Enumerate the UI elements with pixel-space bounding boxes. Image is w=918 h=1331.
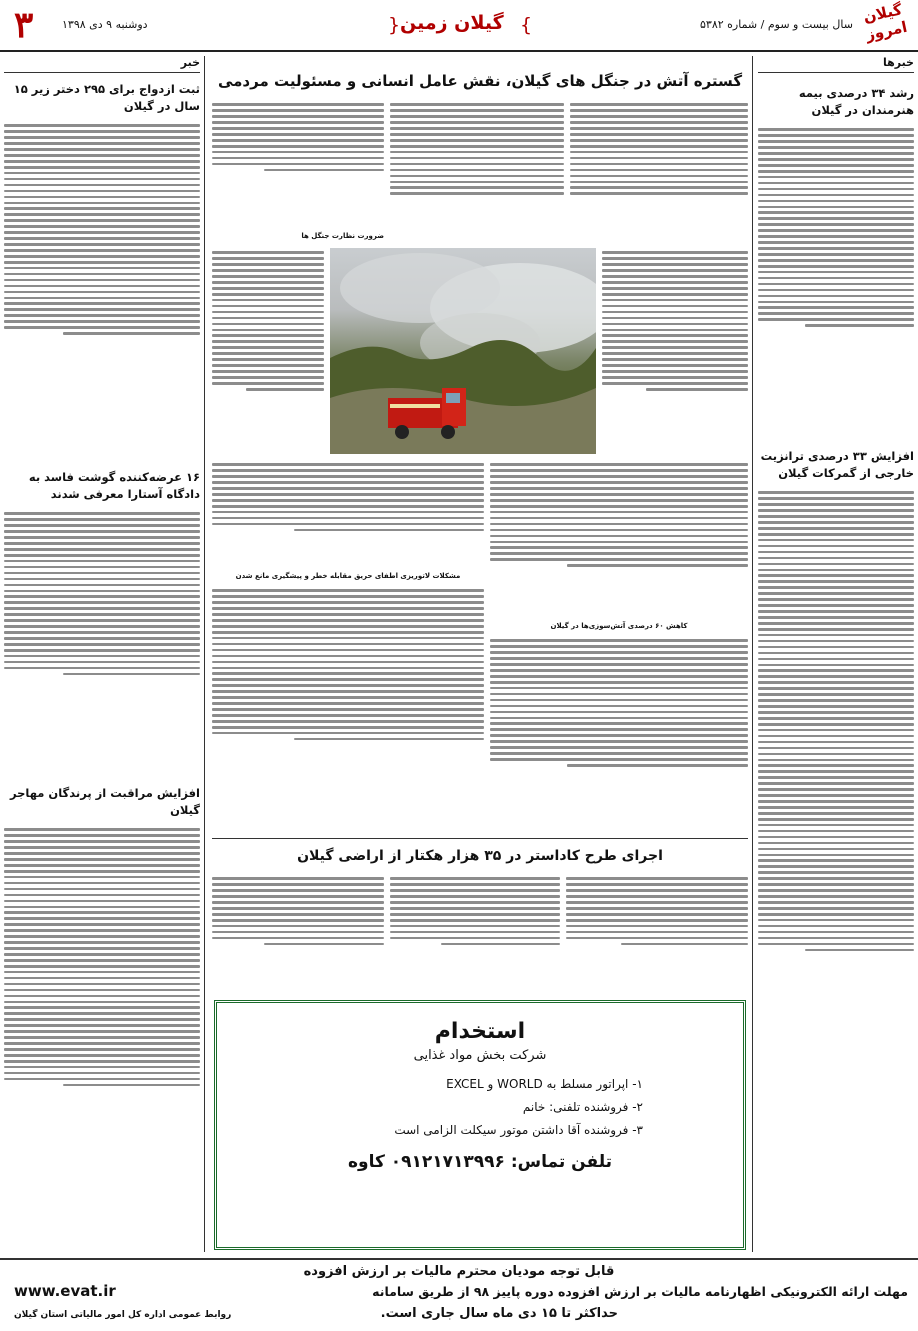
section-title: گیلان زمین [400, 12, 504, 34]
column-divider-right [752, 56, 753, 1252]
column-divider-left [204, 56, 205, 1252]
page-header [0, 0, 918, 50]
ad-item-2: ۲- فروشنده تلفنی: خانم [522, 1100, 643, 1114]
ad-requirements [237, 1073, 643, 1142]
cadastre-body-col2 [390, 874, 560, 984]
story-headline-transit: افزایش ۳۳ درصدی ترانزیت خارجی از گمرکات گیلان [760, 449, 914, 480]
story-headline-birds: افزایش مراقبت از پرندگان مهاجر گیلان [9, 786, 200, 817]
fire-scene-illustration [330, 248, 596, 454]
bracket-left-icon: { [388, 14, 401, 36]
subhead-forest-monitoring: ضرورت نظارت جنگل ها [301, 232, 384, 240]
story-body-marriage [4, 121, 200, 461]
cadastre-headline: اجرای طرح کاداستر در ۳۵ هزار هکتار از اراضی گیلان [297, 848, 663, 864]
left-column-label: خبر [4, 56, 200, 73]
story-headline-marriage: ثبت ازدواج برای ۲۹۵ دختر زیر ۱۵ سال در گیلان [13, 82, 200, 113]
main-story-body-b [490, 636, 748, 836]
notice-line-1: قابل توجه مودیان محترم مالیات بر ارزش افزوده [303, 1264, 615, 1279]
notice-signature: روابط عمومی اداره کل امور مالیاتی استان گیلان [14, 1310, 232, 1320]
story-body-spoiled-meat [4, 509, 200, 777]
main-story-col1 [570, 100, 748, 248]
job-advertisement [214, 1000, 746, 1250]
ad-item-1: ۱- اپراتور مسلط به WORLD و EXCEL [446, 1077, 643, 1091]
main-story-col3 [212, 100, 384, 224]
story-body-insurance [758, 125, 914, 440]
ad-contact-phone: تلفن تماس: ۰۹۱۲۱۷۱۳۹۹۶ کاوه [347, 1152, 613, 1172]
notice-line-3: حداکثر تا ۱۵ دی ماه سال جاری است. [380, 1306, 618, 1321]
left-column [4, 56, 200, 1252]
issue-number: سال بیست و سوم / شماره ۵۳۸۲ [700, 18, 853, 31]
notice-website-link[interactable]: www.evat.ir [14, 1282, 116, 1300]
cadastre-body-col1 [566, 874, 748, 984]
right-column-label: خبرها [758, 56, 914, 73]
story-body-birds [4, 825, 200, 1255]
story-headline-spoiled-meat: ۱۶ عرضه‌کننده گوشت فاسد به دادگاه آستارا معرفی شدند [28, 470, 200, 501]
ad-item-3: ۳- فروشنده آقا داشتن موتور سیکلت الزامی است [394, 1123, 643, 1137]
tax-notice-banner [0, 1258, 918, 1331]
ad-title: استخدام [434, 1019, 526, 1044]
notice-line-2: مهلت ارائه الکترونیکی اظهارنامه مالیات بر ارزش افزوده دوره پاییز ۹۸ از طریق سامانه [372, 1284, 908, 1299]
main-story-col2 [390, 100, 564, 248]
bracket-right-icon: } [520, 14, 533, 36]
fire-truck-forest-fire-photo [330, 248, 596, 454]
main-headline: گستره آتش در جنگل های گیلان، نقش عامل انسانی و مسئولیت مردمی [217, 72, 743, 90]
page-number: ۳ [14, 4, 34, 46]
subhead-reduction: کاهش ۶۰ درصدی آتش‌سوزی‌ها در گیلان [550, 622, 688, 630]
main-story-col1-cont [602, 248, 748, 454]
subhead-equipment: مشکلات لاتوریزی اطفای حریق مقابله خطر و پیشگیری مانع شدن [235, 572, 461, 580]
main-story-body-d [212, 586, 484, 836]
main-story-col3-cont [212, 248, 324, 454]
center-divider [212, 838, 748, 839]
newspaper-logo: گیلان امروز [861, 0, 909, 44]
issue-date: دوشنبه ۹ دی ۱۳۹۸ [62, 18, 148, 31]
story-body-transit [758, 488, 914, 1248]
right-column [758, 56, 914, 1252]
main-story-body-c [212, 460, 484, 570]
header-divider [0, 50, 918, 52]
main-story-body-a [490, 460, 748, 620]
cadastre-body-col3 [212, 874, 384, 984]
story-headline-insurance: رشد ۳۴ درصدی بیمه هنرمندان در گیلان [798, 86, 914, 117]
ad-company: شرکت بخش مواد غذایی [413, 1048, 547, 1063]
